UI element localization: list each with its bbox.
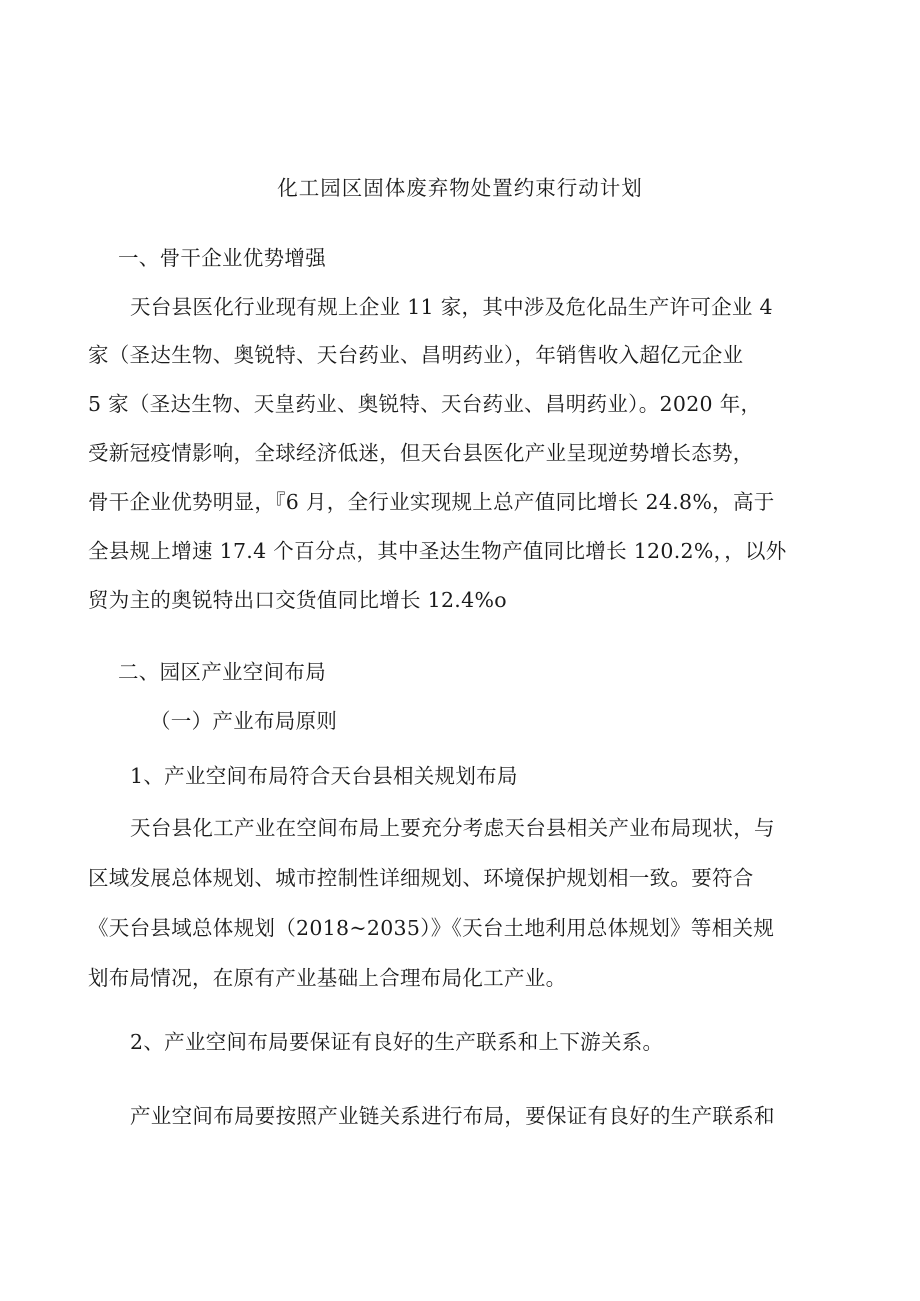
paragraph-1-line-3: 5 家（圣达生物、天皇药业、奥锐特、天台药业、昌明药业）。2020 年， — [88, 392, 762, 416]
paragraph-2-line-2: 区域发展总体规划、城市控制性详细规划、环境保护规划相一致。要符合 — [88, 866, 754, 890]
paragraph-1-line-6: 全县规上增速 17.4 个百分点，其中圣达生物产值同比增长 120.2%，，以外 — [88, 539, 787, 563]
paragraph-1-line-4: 受新冠疫情影响，全球经济低迷，但天台县医化产业呈现逆势增长态势， — [88, 441, 754, 465]
paragraph-1-line-7: 贸为主的奥锐特出口交货值同比增长 12.4%o — [88, 588, 507, 612]
section-heading-1: 一、骨干企业优势增强 — [118, 246, 326, 270]
paragraph-2-line-3: 《天台县域总体规划（2018~2035）》《天台土地利用总体规划》等相关规 — [88, 916, 775, 940]
item-heading-2: 2、产业空间布局要保证有良好的生产联系和上下游关系。 — [130, 1030, 664, 1054]
document-title: 化工园区固体废弃物处置约束行动计划 — [277, 176, 643, 200]
subsection-heading-1: （一）产业布局原则 — [150, 709, 338, 733]
paragraph-2-line-1: 天台县化工产业在空间布局上要充分考虑天台县相关产业布局现状，与 — [130, 816, 775, 840]
paragraph-1-line-1: 天台县医化行业现有规上企业 11 家，其中涉及危化品生产许可企业 4 — [130, 295, 773, 319]
paragraph-1-line-2: 家（圣达生物、奥锐特、天台药业、昌明药业），年销售收入超亿元企业 — [88, 343, 744, 367]
paragraph-1-line-5: 骨干企业优势明显，『6 月，全行业实现规上总产值同比增长 24.8%，高于 — [88, 490, 775, 514]
item-heading-1: 1、产业空间布局符合天台县相关规划布局 — [130, 764, 518, 788]
paragraph-2-line-4: 划布局情况，在原有产业基础上合理布局化工产业。 — [88, 966, 567, 990]
section-heading-2: 二、园区产业空间布局 — [118, 660, 326, 684]
paragraph-3-line-1: 产业空间布局要按照产业链关系进行布局，要保证有良好的生产联系和 — [130, 1104, 775, 1128]
